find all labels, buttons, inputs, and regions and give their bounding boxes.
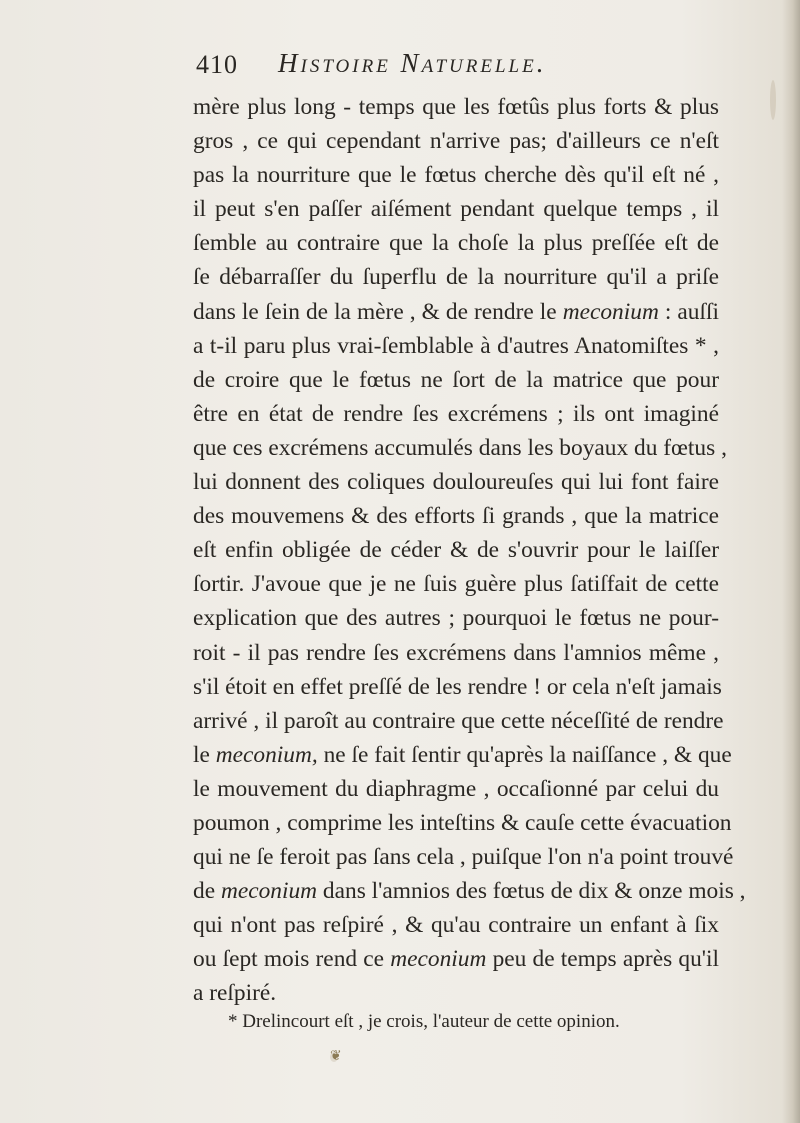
text-run: que ces excrémens accumulés dans les boyaux du fœtus , <box>193 434 727 461</box>
ornament-mark: ❦ <box>330 1049 342 1064</box>
text-line <box>193 158 719 192</box>
running-title: Histoire Naturelle. <box>278 48 547 78</box>
text-run: lui donnent des coliques douloureuſes qui lui font faire <box>193 469 719 496</box>
body-text <box>193 90 746 1011</box>
paper-stain <box>770 80 776 120</box>
text-line <box>193 363 719 397</box>
text-run: arrivé , il paroît au contraire que cette néceſſité de rendre <box>193 707 724 734</box>
text-line <box>193 908 719 942</box>
text-run: dans le ſein de la mère , & de rendre le <box>193 298 563 325</box>
text-line <box>193 465 719 499</box>
text-line <box>193 329 719 363</box>
text-line <box>193 636 719 670</box>
italic-term: meconium <box>562 298 659 325</box>
text-run: explication que des autres ; pourquoi le fœtus ne pour- <box>193 605 719 632</box>
text-run: qui ne ſe feroit pas ſans cela , puiſque l'on n'a point trouvé <box>193 844 734 871</box>
text-line <box>193 772 719 806</box>
text-run: peu de temps après qu'il <box>486 946 719 973</box>
text-run: ou ſept mois rend ce <box>193 946 391 973</box>
italic-term: meconium <box>390 946 487 973</box>
text-line <box>193 499 719 533</box>
text-run: de croire que le fœtus ne ſort de la matrice que pour <box>193 366 719 393</box>
text-run: être en état de rendre ſes excrémens ; ils ont imaginé <box>193 400 719 427</box>
text-line <box>193 90 719 124</box>
text-run: ſemble au contraire que la choſe la plus preſſée eſt de <box>193 230 719 257</box>
text-run: roit - il pas rendre ſes excrémens dans l'amnios même , <box>193 639 719 666</box>
text-line <box>193 976 719 1010</box>
text-line <box>193 670 722 704</box>
text-line <box>193 704 724 738</box>
text-line <box>193 840 734 874</box>
text-run: de <box>193 878 221 905</box>
text-run: dans l'amnios des fœtus de dix & onze mois , <box>317 878 746 905</box>
paper-stain <box>330 1052 338 1062</box>
text-line <box>193 806 732 840</box>
text-line <box>193 874 746 908</box>
page-header <box>196 48 716 88</box>
text-line <box>193 226 719 260</box>
page-edge-shadow <box>782 0 800 1123</box>
text-line <box>193 124 719 158</box>
text-run: mère plus long - temps que les fœtûs plus forts & plus <box>193 94 719 120</box>
italic-term: meconium, <box>215 741 318 768</box>
text-run: a t-il paru plus vrai-ſemblable à d'autres Anatomiſtes * , <box>193 332 719 359</box>
text-line <box>193 738 732 772</box>
text-run: ne ſe fait ſentir qu'après la naiſſance , & que <box>317 741 732 768</box>
text-line <box>193 601 719 635</box>
text-run: eſt enfin obligée de céder & de s'ouvrir pour le laiſſer <box>193 537 719 564</box>
page-number: 410 <box>196 50 238 79</box>
text-line <box>193 295 719 329</box>
text-run: le mouvement du diaphragme , occaſionné par celui du <box>193 775 719 802</box>
text-run: ſe débarraſſer du ſuperflu de la nourriture qu'il a priſe <box>193 264 719 291</box>
text-run: des mouvemens & des efforts ſi grands , que la matrice <box>193 503 719 530</box>
text-run: pas la nourriture que le fœtus cherche dès qu'il eſt né , <box>193 162 719 189</box>
text-run: s'il étoit en effet preſſé de les rendre ! or cela n'eſt jamais <box>193 673 722 700</box>
text-line <box>193 567 719 601</box>
text-line <box>193 192 719 226</box>
italic-term: meconium <box>220 878 318 905</box>
text-run: : auſſi <box>658 298 719 325</box>
text-line <box>193 942 719 976</box>
text-run: il peut s'en paſſer aiſément pendant quelque temps , il <box>193 196 719 223</box>
text-run: ſortir. J'avoue que je ne ſuis guère plus ſatiſfait de cette <box>193 571 719 598</box>
text-run: le <box>193 741 216 768</box>
text-line <box>193 533 719 567</box>
text-line <box>193 431 727 465</box>
text-line <box>193 397 719 431</box>
text-run: qui n'ont pas reſpiré , & qu'au contraire un enfant à ſix <box>193 912 719 939</box>
text-run: gros , ce qui cependant n'arrive pas; d'ailleurs ce n'eſt <box>193 128 719 155</box>
text-run: a reſpiré. <box>193 980 277 1007</box>
text-run: poumon , comprime les inteſtins & cauſe cette évacuation <box>193 809 732 836</box>
text-line <box>193 260 719 294</box>
footnote: * Drelincourt eſt , je crois, l'auteur de cette opinion. <box>228 1011 620 1032</box>
